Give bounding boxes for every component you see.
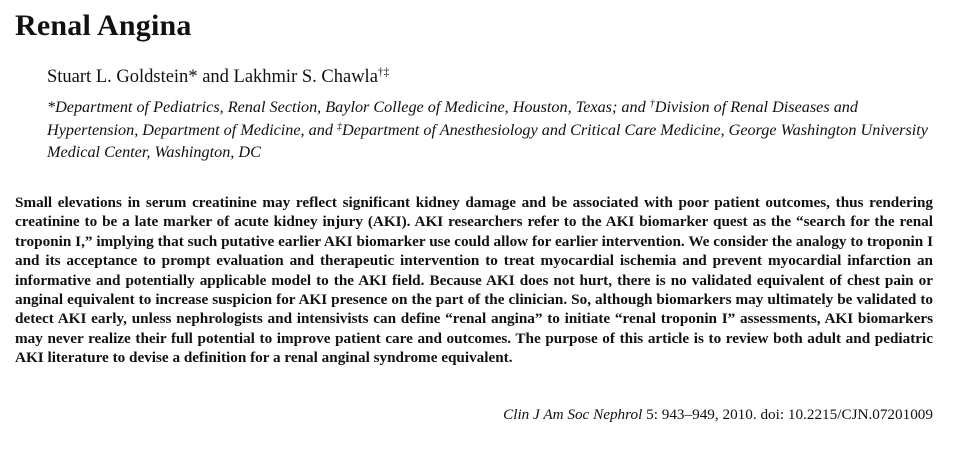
author-line — [47, 67, 389, 88]
article-title: Renal Angina — [15, 9, 192, 42]
affiliation-text: Department of Pediatrics, Renal Section, Baylor College of Medicine, Houston, Texas; and — [55, 98, 650, 116]
author-marker: †‡ — [377, 66, 390, 79]
affiliation-text: Division of Renal Diseases and Hypertension, Department of Medicine, and — [47, 98, 858, 139]
affiliation-text: Department of Anesthesiology and Critical Care Medicine, George Washington University Medical Center, Washington, DC — [47, 120, 928, 161]
author-marker: * — [188, 67, 198, 87]
abstract-text: Small elevations in serum creatinine may reflect significant kidney damage and be associated with poor patient outcomes, thus rendering creatinine to be a late marker of acute kidney injury (AKI). AKI researchers refer to the AKI biomarker quest as the “search for the renal troponin I,” implying that such putative earlier AKI biomarker use could allow for earlier intervention. We consider the analogy to troponin I and its acceptance to prompt evaluation and therapeutic intervention to treat myocardial ischemia and prevent myocardial infarction an informative and potentially applicable model to the AKI field. Because AKI does not hurt, there is no validated equivalent of chest pain or anginal equivalent to increase suspicion for AKI presence on the part of the clinician. So, although biomarkers may ultimately be validated to detect AKI early, unless nephrologists and intensivists can define “renal angina” to initiate “renal troponin I” assessments, AKI biomarkers may never realize their full potential to improve patient care and outcomes. The purpose of this article is to review both adult and pediatric AKI literature to devise a definition for a renal anginal syndrome equivalent. — [15, 194, 933, 367]
journal-name: Clin J Am Soc Nephrol — [503, 406, 643, 423]
affiliation-marker: ‡ — [336, 120, 342, 132]
author-name[interactable]: Stuart L. Goldstein — [47, 67, 189, 87]
author-conjunction: and — [197, 67, 234, 87]
citation-details[interactable]: 5: 943–949, 2010. doi: 10.2215/CJN.07201009 — [642, 406, 933, 423]
author-name[interactable]: Lakhmir S. Chawla — [233, 67, 378, 87]
affiliation-marker: * — [47, 98, 56, 116]
affiliations — [47, 96, 947, 164]
citation — [503, 406, 933, 424]
affiliation-marker: † — [649, 98, 655, 110]
